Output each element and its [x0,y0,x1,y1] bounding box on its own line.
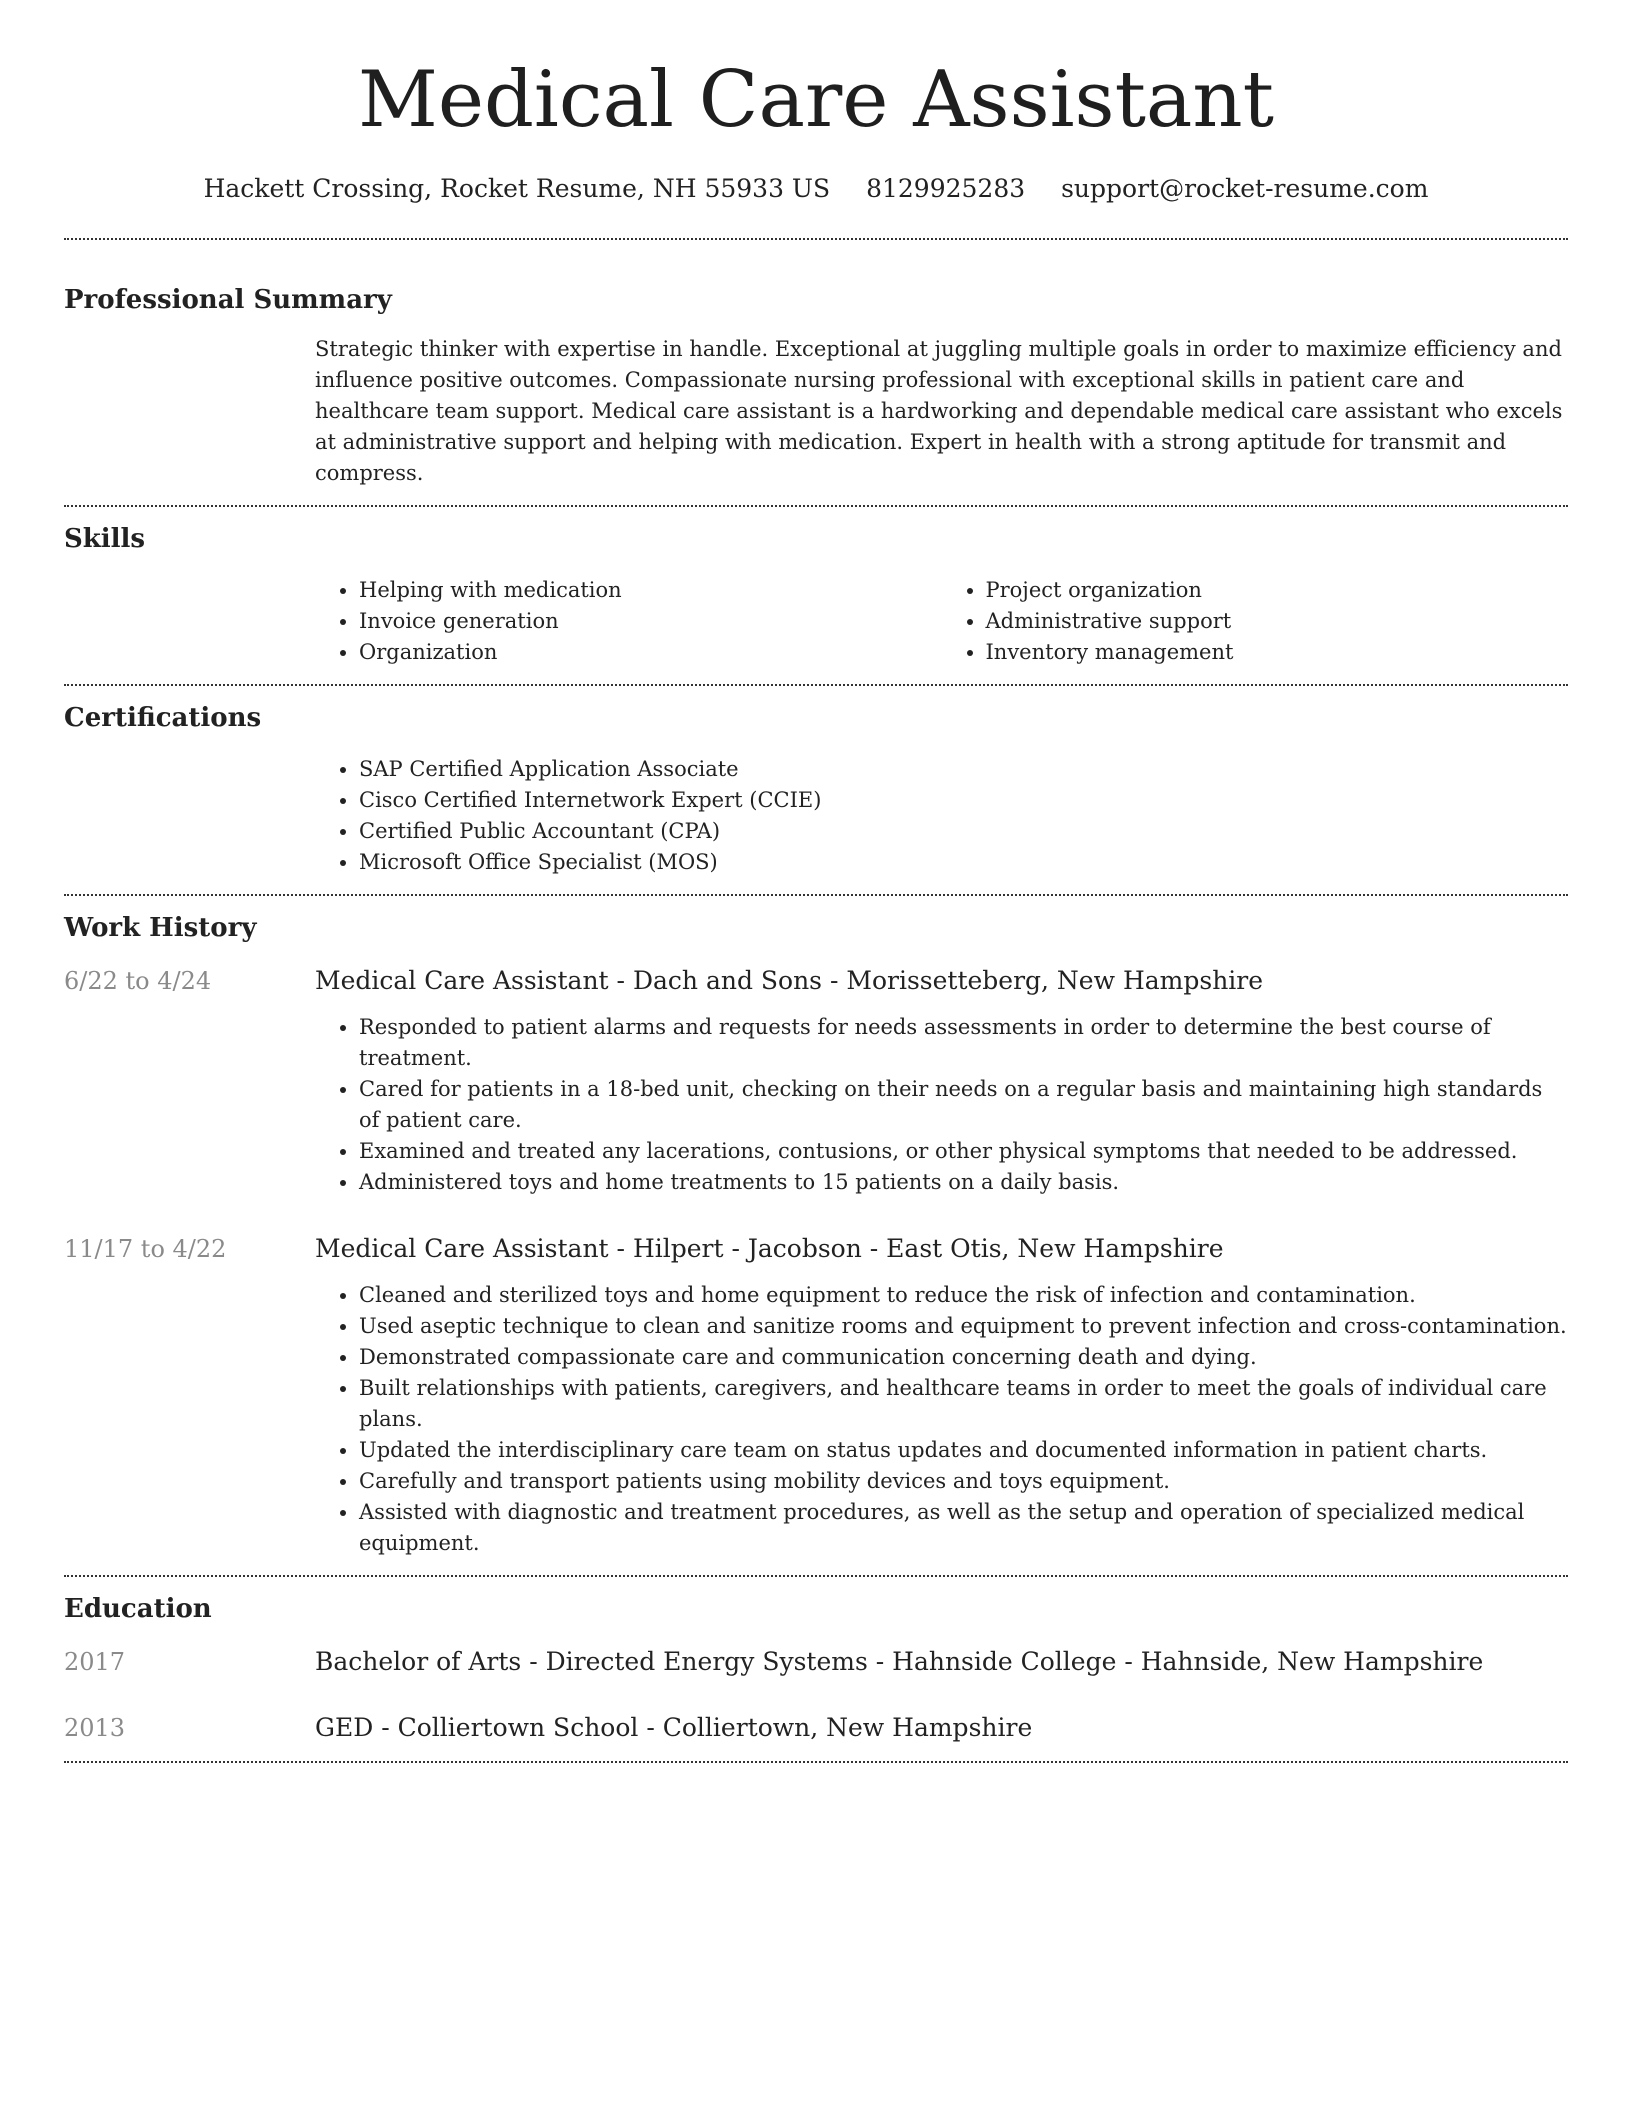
skill-item: • Inventory management [986,637,1569,668]
job-heading: Medical Care Assistant - Hilpert - Jacobson - East Otis, New Hampshire [315,1234,1224,1263]
skills-right-column [942,575,1569,668]
skill-item: • Invoice generation [359,606,942,637]
job-heading: Medical Care Assistant - Dach and Sons - Morissetteberg, New Hampshire [315,966,1264,995]
skills-left-column [315,575,942,668]
contact-line [64,172,1568,206]
summary-text: Strategic thinker with expertise in handle. Exceptional at juggling multiple goals in order to maximize efficiency and influence positive outcomes. Compassionate nursing professional with exceptional skills in patient care and healthcare team support. Medical care assistant is a hardworking and dependable medical care assistant who excels at administrative support and helping with medication. Expert in health with a strong aptitude for transmit and compress. [315,337,1563,485]
job-bullets [315,1012,1568,1198]
education-date: 2013 [64,1714,126,1742]
contact-phone: 8129925283 [866,174,1026,203]
certifications-title: Certifications [64,703,262,733]
skills-section [64,507,1568,684]
certifications-section [64,686,1568,894]
job-bullet: • Used aseptic technique to clean and sanitize rooms and equipment to prevent infection and cross-contamination. [359,1311,1568,1342]
skills-title: Skills [64,524,146,554]
resume-header [64,0,1568,206]
job-entry [64,964,1568,1198]
job-bullet: • Administered toys and home treatments to 15 patients on a daily basis. [359,1167,1568,1198]
education-entry [64,1645,1568,1679]
certification-item: • Cisco Certified Internetwork Expert (CCIE) [359,785,1568,816]
skill-item: • Organization [359,637,942,668]
skills-list [315,575,1568,668]
job-entry [64,1232,1568,1559]
summary-title: Professional Summary [64,285,392,315]
work-history-section [64,896,1568,1575]
education-entry [64,1711,1568,1745]
certification-item: • SAP Certified Application Associate [359,754,1568,785]
job-date: 6/22 to 4/24 [64,967,212,995]
job-bullet: • Carefully and transport patients using mobility devices and toys equipment. [359,1466,1568,1497]
work-history-title: Work History [64,913,257,943]
job-bullet: • Updated the interdisciplinary care team on status updates and documented information in patient charts. [359,1435,1568,1466]
contact-address: Hackett Crossing, Rocket Resume, NH 55933 US [203,174,831,203]
job-bullet: • Built relationships with patients, caregivers, and healthcare teams in order to meet the goals of individual care plans. [359,1373,1568,1435]
education-title: Education [64,1594,212,1624]
job-bullet: • Cleaned and sterilized toys and home equipment to reduce the risk of infection and contamination. [359,1280,1568,1311]
job-bullet: • Demonstrated compassionate care and communication concerning death and dying. [359,1342,1568,1373]
skill-item: • Administrative support [986,606,1569,637]
certification-item: • Certified Public Accountant (CPA) [359,816,1568,847]
skill-item: • Project organization [986,575,1569,606]
education-heading: GED - Colliertown School - Colliertown, New Hampshire [315,1713,1033,1742]
job-bullets [315,1280,1568,1559]
job-bullet: • Cared for patients in a 18-bed unit, checking on their needs on a regular basis and maintaining high standards of patient care. [359,1074,1568,1136]
section-divider [64,1761,1568,1763]
job-bullet: • Examined and treated any lacerations, contusions, or other physical symptoms that needed to be addressed. [359,1136,1568,1167]
skill-item: • Helping with medication [359,575,942,606]
job-date: 11/17 to 4/22 [64,1235,227,1263]
education-heading: Bachelor of Arts - Directed Energy Systems - Hahnside College - Hahnside, New Hampshire [315,1647,1484,1676]
summary-section [64,240,1568,505]
contact-email: support@rocket-resume.com [1061,174,1429,203]
job-bullet: • Assisted with diagnostic and treatment procedures, as well as the setup and operation of specialized medical equipment. [359,1497,1568,1559]
education-date: 2017 [64,1648,126,1676]
resume-name: Medical Care Assistant [357,55,1275,145]
certification-item: • Microsoft Office Specialist (MOS) [359,847,1568,878]
job-bullet: • Responded to patient alarms and requests for needs assessments in order to determine the best course of treatment. [359,1012,1568,1074]
certifications-list [315,754,1568,878]
education-section [64,1577,1568,1761]
